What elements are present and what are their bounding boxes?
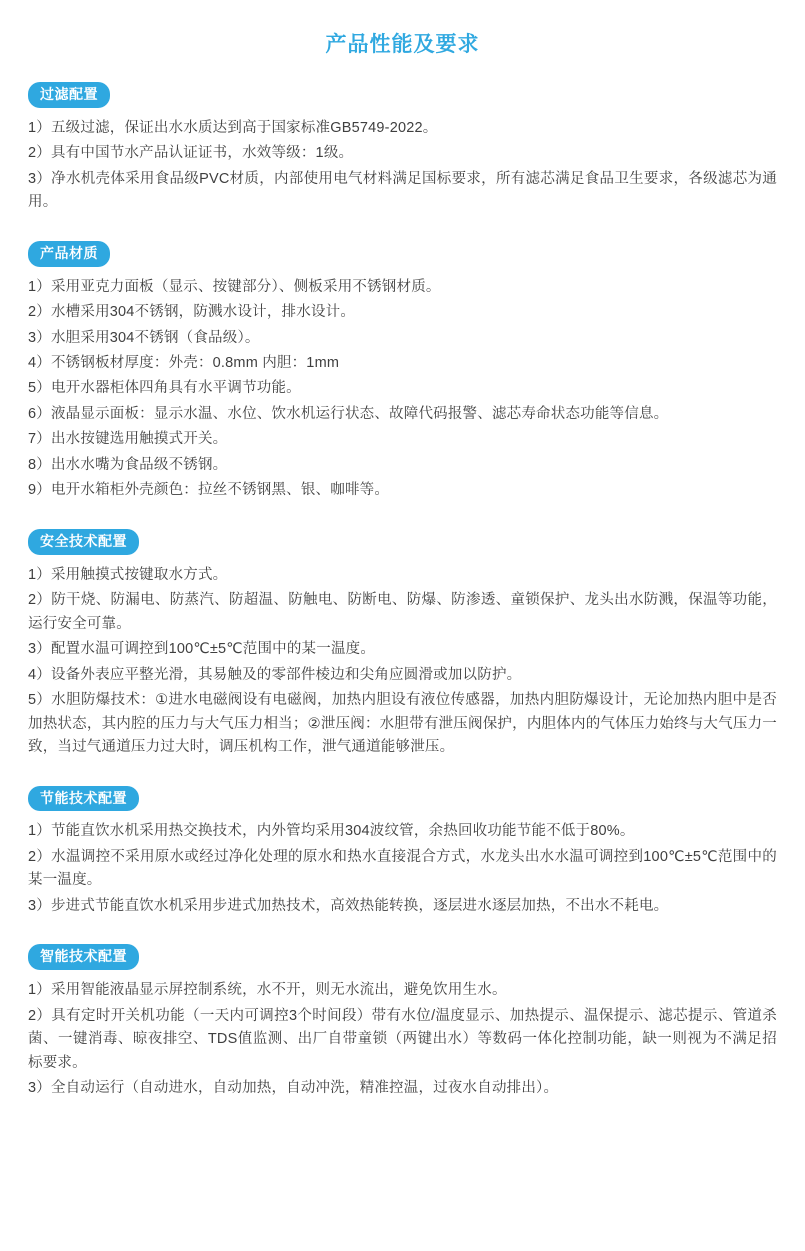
list-item: 8）出水水嘴为食品级不锈钢。 — [28, 456, 228, 473]
list-item: 3）全自动运行（自动进水，自动加热，自动冲洗，精准控温，过夜水自动排出）。 — [28, 1080, 559, 1097]
list-item: 4）不锈钢板材厚度：外壳：0.8mm 内胆：1mm — [28, 354, 340, 371]
list-item: 2）具有定时开关机功能（一天内可调控3个时间段）带有水位/温度显示、加热提示、温保提示、滤芯提示、管道杀菌、一键消毒、晾夜排空、TDS值监测、出厂自带童锁（两键出水）等数码一体化控制功能，缺一则视为不满足招标要求。 — [28, 1007, 777, 1071]
section-energy-saving-technology — [28, 786, 777, 919]
section-spacer — [28, 762, 777, 772]
section-spacer — [28, 217, 777, 227]
list-item: 1）采用触摸式按键取水方式。 — [28, 566, 228, 583]
list-item: 2）防干烧、防漏电、防蒸汽、防超温、防触电、防断电、防爆、防渗透、童锁保护、龙头出水防溅，保温等功能，运行安全可靠。 — [28, 592, 777, 632]
list-item: 2）水槽采用304不锈钢，防溅水设计，排水设计。 — [28, 304, 356, 321]
list-item: 5）水胆防爆技术：①进水电磁阀设有电磁阀，加热内胆设有液位传感器，加热内胆防爆设计，无论加热内胆中是否加热状态，其内腔的压力与大气压力相当；②泄压阀：水胆带有泄压阀保护，内胆体内的气体压力始终与大气压力一致，当过气通道压力过大时，调压机构工作，泄气通道能够泄压。 — [28, 692, 777, 756]
section-heading: 节能技术配置 — [28, 786, 139, 812]
list-item: 3）步进式节能直饮水机采用步进式加热技术，高效热能转换，逐层进水逐层加热，不出水不耗电。 — [28, 897, 669, 914]
list-item: 6）液晶显示面板：显示水温、水位、饮水机运行状态、故障代码报警、滤芯寿命状态功能等信息。 — [28, 405, 669, 422]
list-item: 4）设备外表应平整光滑，其易触及的零部件棱边和尖角应圆滑或加以防护。 — [28, 666, 522, 683]
list-item: 3）配置水温可调控到100℃±5℃范围中的某一温度。 — [28, 641, 376, 658]
list-item: 2）具有中国节水产品认证证书，水效等级：1级。 — [28, 145, 354, 162]
section-spacer — [28, 505, 777, 515]
section-heading: 过滤配置 — [28, 82, 110, 108]
list-item: 3）水胆采用304不锈钢（食品级）。 — [28, 329, 260, 346]
section-heading: 智能技术配置 — [28, 944, 139, 970]
section-product-material — [28, 241, 777, 503]
list-item: 1）采用智能液晶显示屏控制系统，水不开，则无水流出，避免饮用生水。 — [28, 982, 507, 999]
list-item: 1）五级过滤，保证出水水质达到高于国家标准GB5749-2022。 — [28, 119, 438, 136]
section-heading: 安全技术配置 — [28, 529, 139, 555]
section-body — [28, 276, 777, 503]
section-safety-technology — [28, 529, 777, 760]
list-item: 5）电开水器柜体四角具有水平调节功能。 — [28, 380, 301, 397]
list-item: 9）电开水箱柜外壳颜色：拉丝不锈钢黑、银、咖啡等。 — [28, 482, 390, 499]
list-item: 2）水温调控不采用原水或经过净化处理的原水和热水直接混合方式，水龙头出水水温可调控到100℃±5℃范围中的某一温度。 — [28, 848, 777, 889]
section-spacer — [28, 920, 777, 930]
list-item: 1）节能直饮水机采用热交换技术，内外管均采用304波纹管，余热回收功能节能不低于80%。 — [28, 823, 635, 840]
section-body — [28, 979, 777, 1100]
section-body — [28, 117, 777, 215]
section-body — [28, 820, 777, 918]
section-filter-configuration — [28, 82, 777, 215]
section-body — [28, 564, 777, 760]
list-item: 7）出水按键选用触摸式开关。 — [28, 431, 228, 448]
page-title: 产品性能及要求 — [325, 33, 480, 56]
section-heading: 产品材质 — [28, 241, 110, 267]
list-item: 3）净水机壳体采用食品级PVC材质，内部使用电气材料满足国标要求，所有滤芯满足食品卫生要求，各级滤芯为通用。 — [28, 170, 777, 211]
list-item: 1）采用亚克力面板（显示、按键部分）、侧板采用不锈钢材质。 — [28, 278, 441, 295]
section-smart-technology — [28, 944, 777, 1100]
